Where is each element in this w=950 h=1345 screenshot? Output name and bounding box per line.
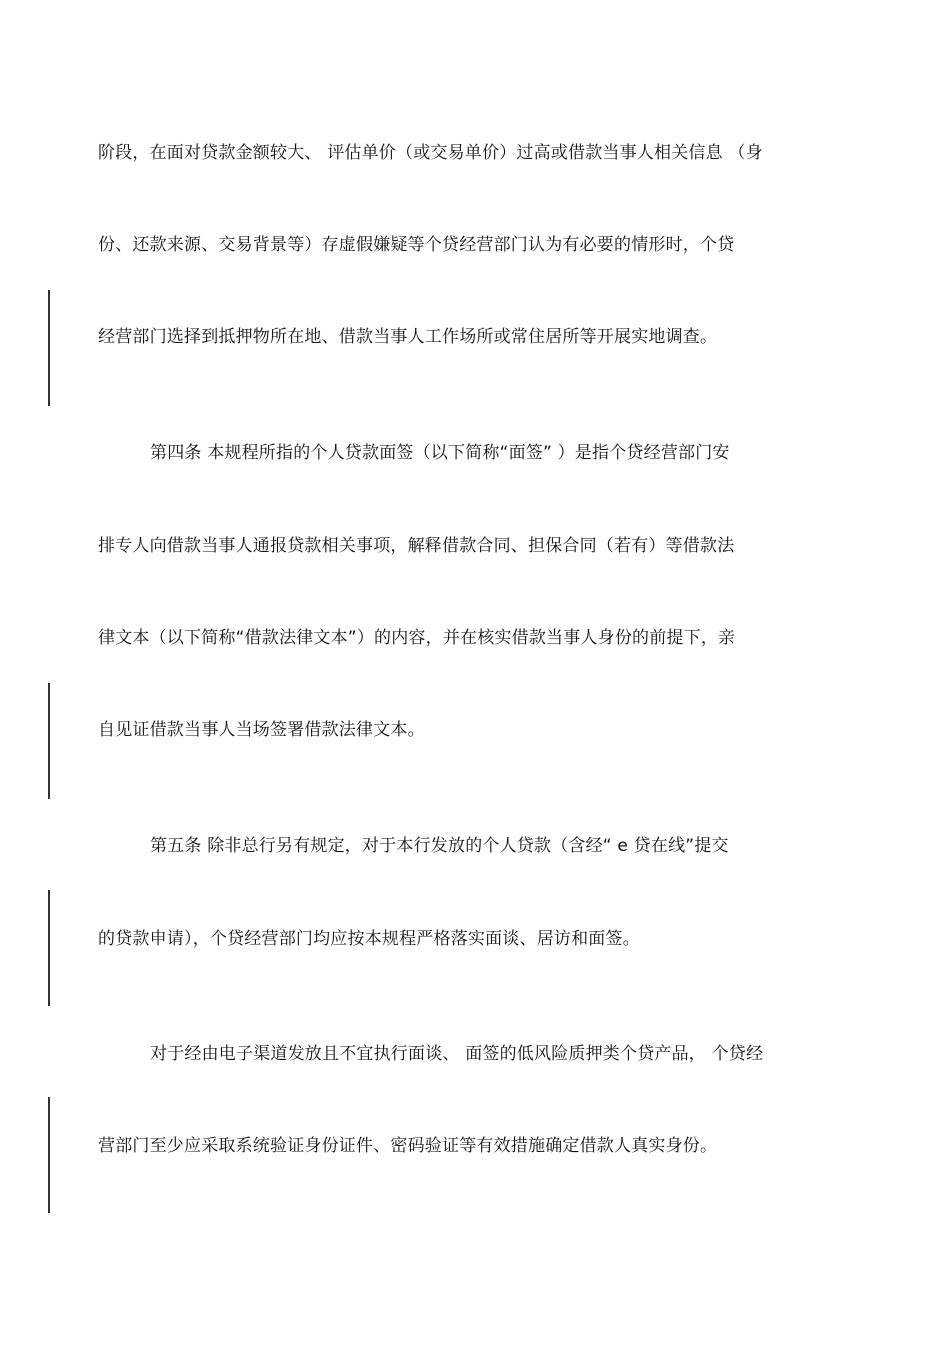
paragraph-4-line-2: 营部门至少应采取系统验证身份证件、密码验证等有效措施确定借款人真实身份。	[98, 1136, 718, 1156]
article-4-line-4: 自见证借款当事人当场签署借款法律文本。	[98, 720, 425, 740]
article-4-line-2: 排专人向借款当事人通报贷款相关事项，解释借款合同、担保合同（若有）等借款法	[98, 536, 735, 556]
paragraph-1-line-3: 经营部门选择到抵押物所在地、借款当事人工作场所或常住居所等开展实地调查。	[98, 327, 718, 347]
article-5-line-1: 第五条 除非总行另有规定，对于本行发放的个人贷款（含经“ e 贷在线”提交	[150, 836, 729, 856]
revision-bar	[48, 683, 50, 799]
paragraph-4-line-1: 对于经由电子渠道发放且不宜执行面谈、 面签的低风险质押类个贷产品， 个贷经	[150, 1044, 764, 1064]
article-5-line-2: 的贷款申请），个贷经营部门均应按本规程严格落实面谈、居访和面签。	[98, 929, 640, 949]
article-4-line-1: 第四条 本规程所指的个人贷款面签（以下简称“面签” ）是指个贷经营部门安	[150, 443, 730, 463]
paragraph-1-line-2: 份、还款来源、交易背景等）存虚假嫌疑等个贷经营部门认为有必要的情形时，个贷	[98, 235, 735, 255]
revision-bar	[48, 290, 50, 406]
paragraph-1-line-1: 阶段，在面对贷款金额较大、 评估单价（或交易单价）过高或借款当事人相关信息 （身	[98, 143, 763, 163]
article-4-line-3: 律文本（以下简称“借款法律文本”）的内容，并在核实借款当事人身份的前提下，亲	[98, 628, 736, 648]
revision-bar	[48, 890, 50, 1006]
revision-bar	[48, 1097, 50, 1213]
